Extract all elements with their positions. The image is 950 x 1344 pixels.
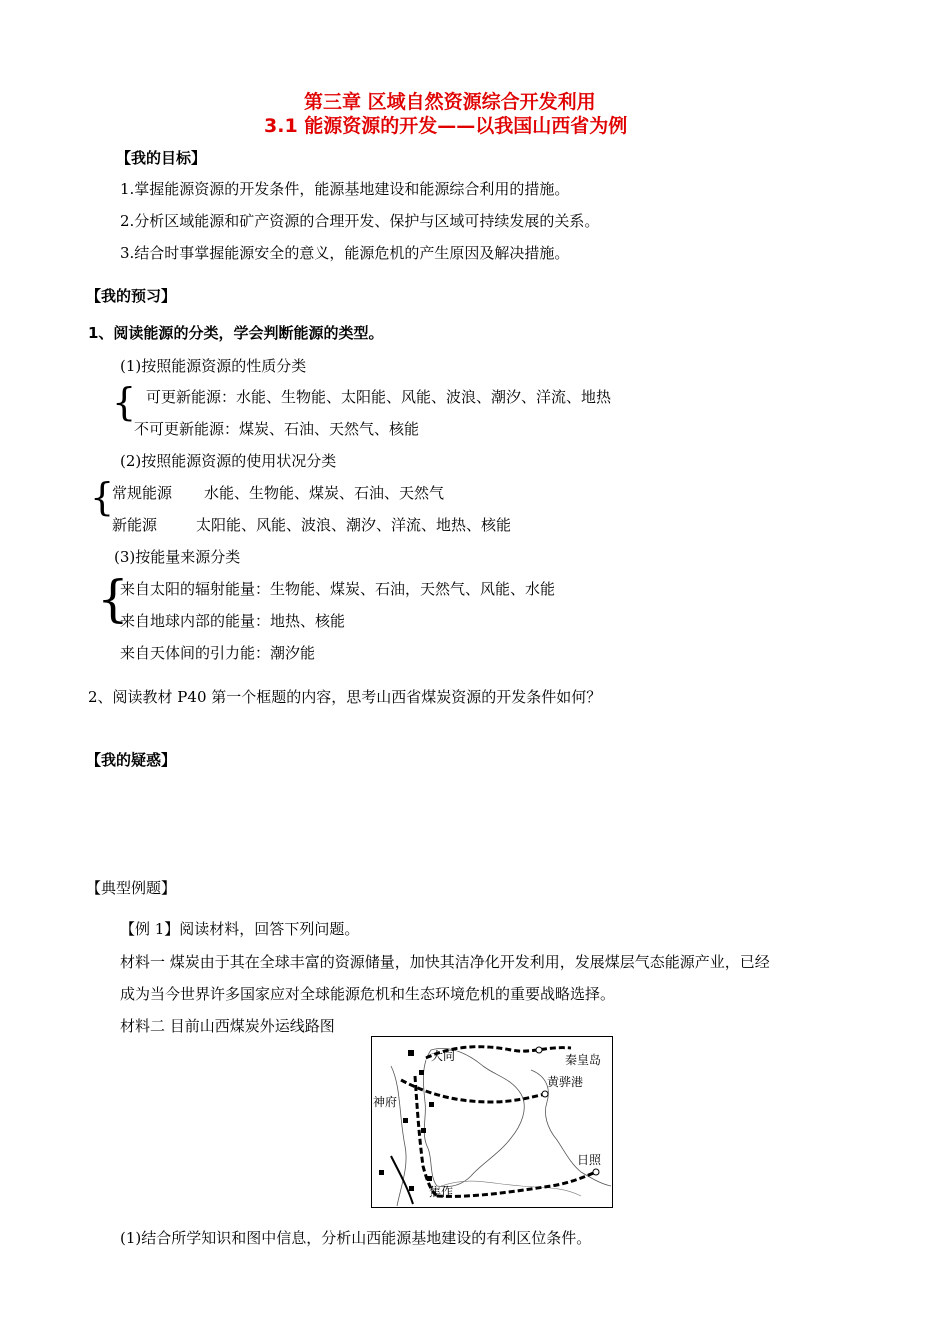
coal-mine-marker <box>403 1118 408 1123</box>
map-label-rizhao: 日照 <box>577 1153 602 1167</box>
brace-symbol: { <box>112 380 137 424</box>
classification-2-new-items: 太阳能、风能、波浪、潮汐、洋流、地热、核能 <box>196 516 512 534</box>
coal-mine-marker <box>408 1050 414 1056</box>
section-title: 3.1 能源资源的开发——以我国山西省为例 <box>264 115 628 137</box>
coal-transport-map <box>371 1036 613 1208</box>
goals-heading: 【我的目标】 <box>116 149 207 167</box>
coal-mine-marker <box>429 1102 434 1107</box>
chapter-title: 第三章 区域自然资源综合开发利用 <box>304 91 596 113</box>
example-1-intro: 【例 1】阅读材料，回答下列问题。 <box>120 920 360 938</box>
map-label-huanghua: 黄骅港 <box>547 1075 584 1089</box>
classification-3-internal: 来自地球内部的能量：地热、核能 <box>120 612 346 630</box>
brace-symbol: { <box>97 570 129 628</box>
map-label-shenfu: 神府 <box>373 1095 398 1109</box>
preview-question-1: 1、阅读能源的分类，学会判断能源的类型。 <box>88 324 384 342</box>
classification-1-renewable: 可更新能源：水能、生物能、太阳能、风能、波浪、潮汐、洋流、地热 <box>146 388 612 406</box>
classification-3-title: (3)按能量来源分类 <box>114 548 241 566</box>
classification-2-conventional-items: 水能、生物能、煤炭、石油、天然气 <box>204 484 445 502</box>
map-label-jiaozuo: 焦作 <box>429 1185 454 1199</box>
coal-mine-marker <box>409 1186 414 1191</box>
port-marker <box>593 1169 599 1175</box>
material-1-line-2: 成为当今世界许多国家应对全球能源危机和生态环境危机的重要战略选择。 <box>120 985 616 1003</box>
port-marker <box>542 1091 548 1097</box>
map-label-datong: 大同 <box>431 1049 456 1063</box>
classification-3-solar: 来自太阳的辐射能量：生物能、煤炭、石油，天然气、风能、水能 <box>120 580 556 598</box>
preview-question-2: 2、阅读教材 P40 第一个框题的内容，思考山西省煤炭资源的开发条件如何？ <box>88 688 602 706</box>
examples-heading: 【典型例题】 <box>86 879 177 897</box>
preview-heading: 【我的预习】 <box>86 287 177 305</box>
example-1-question-1: (1)结合所学知识和图中信息，分析山西能源基地建设的有利区位条件。 <box>120 1229 592 1247</box>
classification-2-new-label: 新能源 <box>112 516 158 534</box>
classification-1-nonrenewable: 不可更新能源：煤炭、石油、天然气、核能 <box>134 420 420 438</box>
goal-item-2: 2.分析区域能源和矿产资源的合理开发、保护与区域可持续发展的关系。 <box>120 212 600 230</box>
material-1-line-1: 材料一 煤炭由于其在全球丰富的资源储量，加快其洁净化开发利用，发展煤层气态能源产业，已经 <box>120 953 770 971</box>
map-label-qinhuangdao: 秦皇岛 <box>565 1053 602 1067</box>
classification-2-title: (2)按照能源资源的使用状况分类 <box>120 452 337 470</box>
coal-mine-marker <box>421 1128 426 1133</box>
goal-item-3: 3.结合时事掌握能源安全的意义，能源危机的产生原因及解决措施。 <box>120 244 570 262</box>
coal-mine-marker <box>419 1070 424 1075</box>
brace-symbol: { <box>90 475 115 519</box>
classification-1-title: (1)按照能源资源的性质分类 <box>120 357 307 375</box>
material-2-caption: 材料二 目前山西煤炭外运线路图 <box>120 1017 335 1035</box>
port-marker <box>536 1047 542 1053</box>
classification-3-gravity: 来自天体间的引力能：潮汐能 <box>120 644 316 662</box>
coal-mine-marker <box>427 1176 432 1181</box>
coal-mine-marker <box>379 1170 384 1175</box>
goal-item-1: 1.掌握能源资源的开发条件，能源基地建设和能源综合利用的措施。 <box>120 180 570 198</box>
doubts-heading: 【我的疑惑】 <box>86 751 177 769</box>
classification-2-conventional-label: 常规能源 <box>112 484 173 502</box>
